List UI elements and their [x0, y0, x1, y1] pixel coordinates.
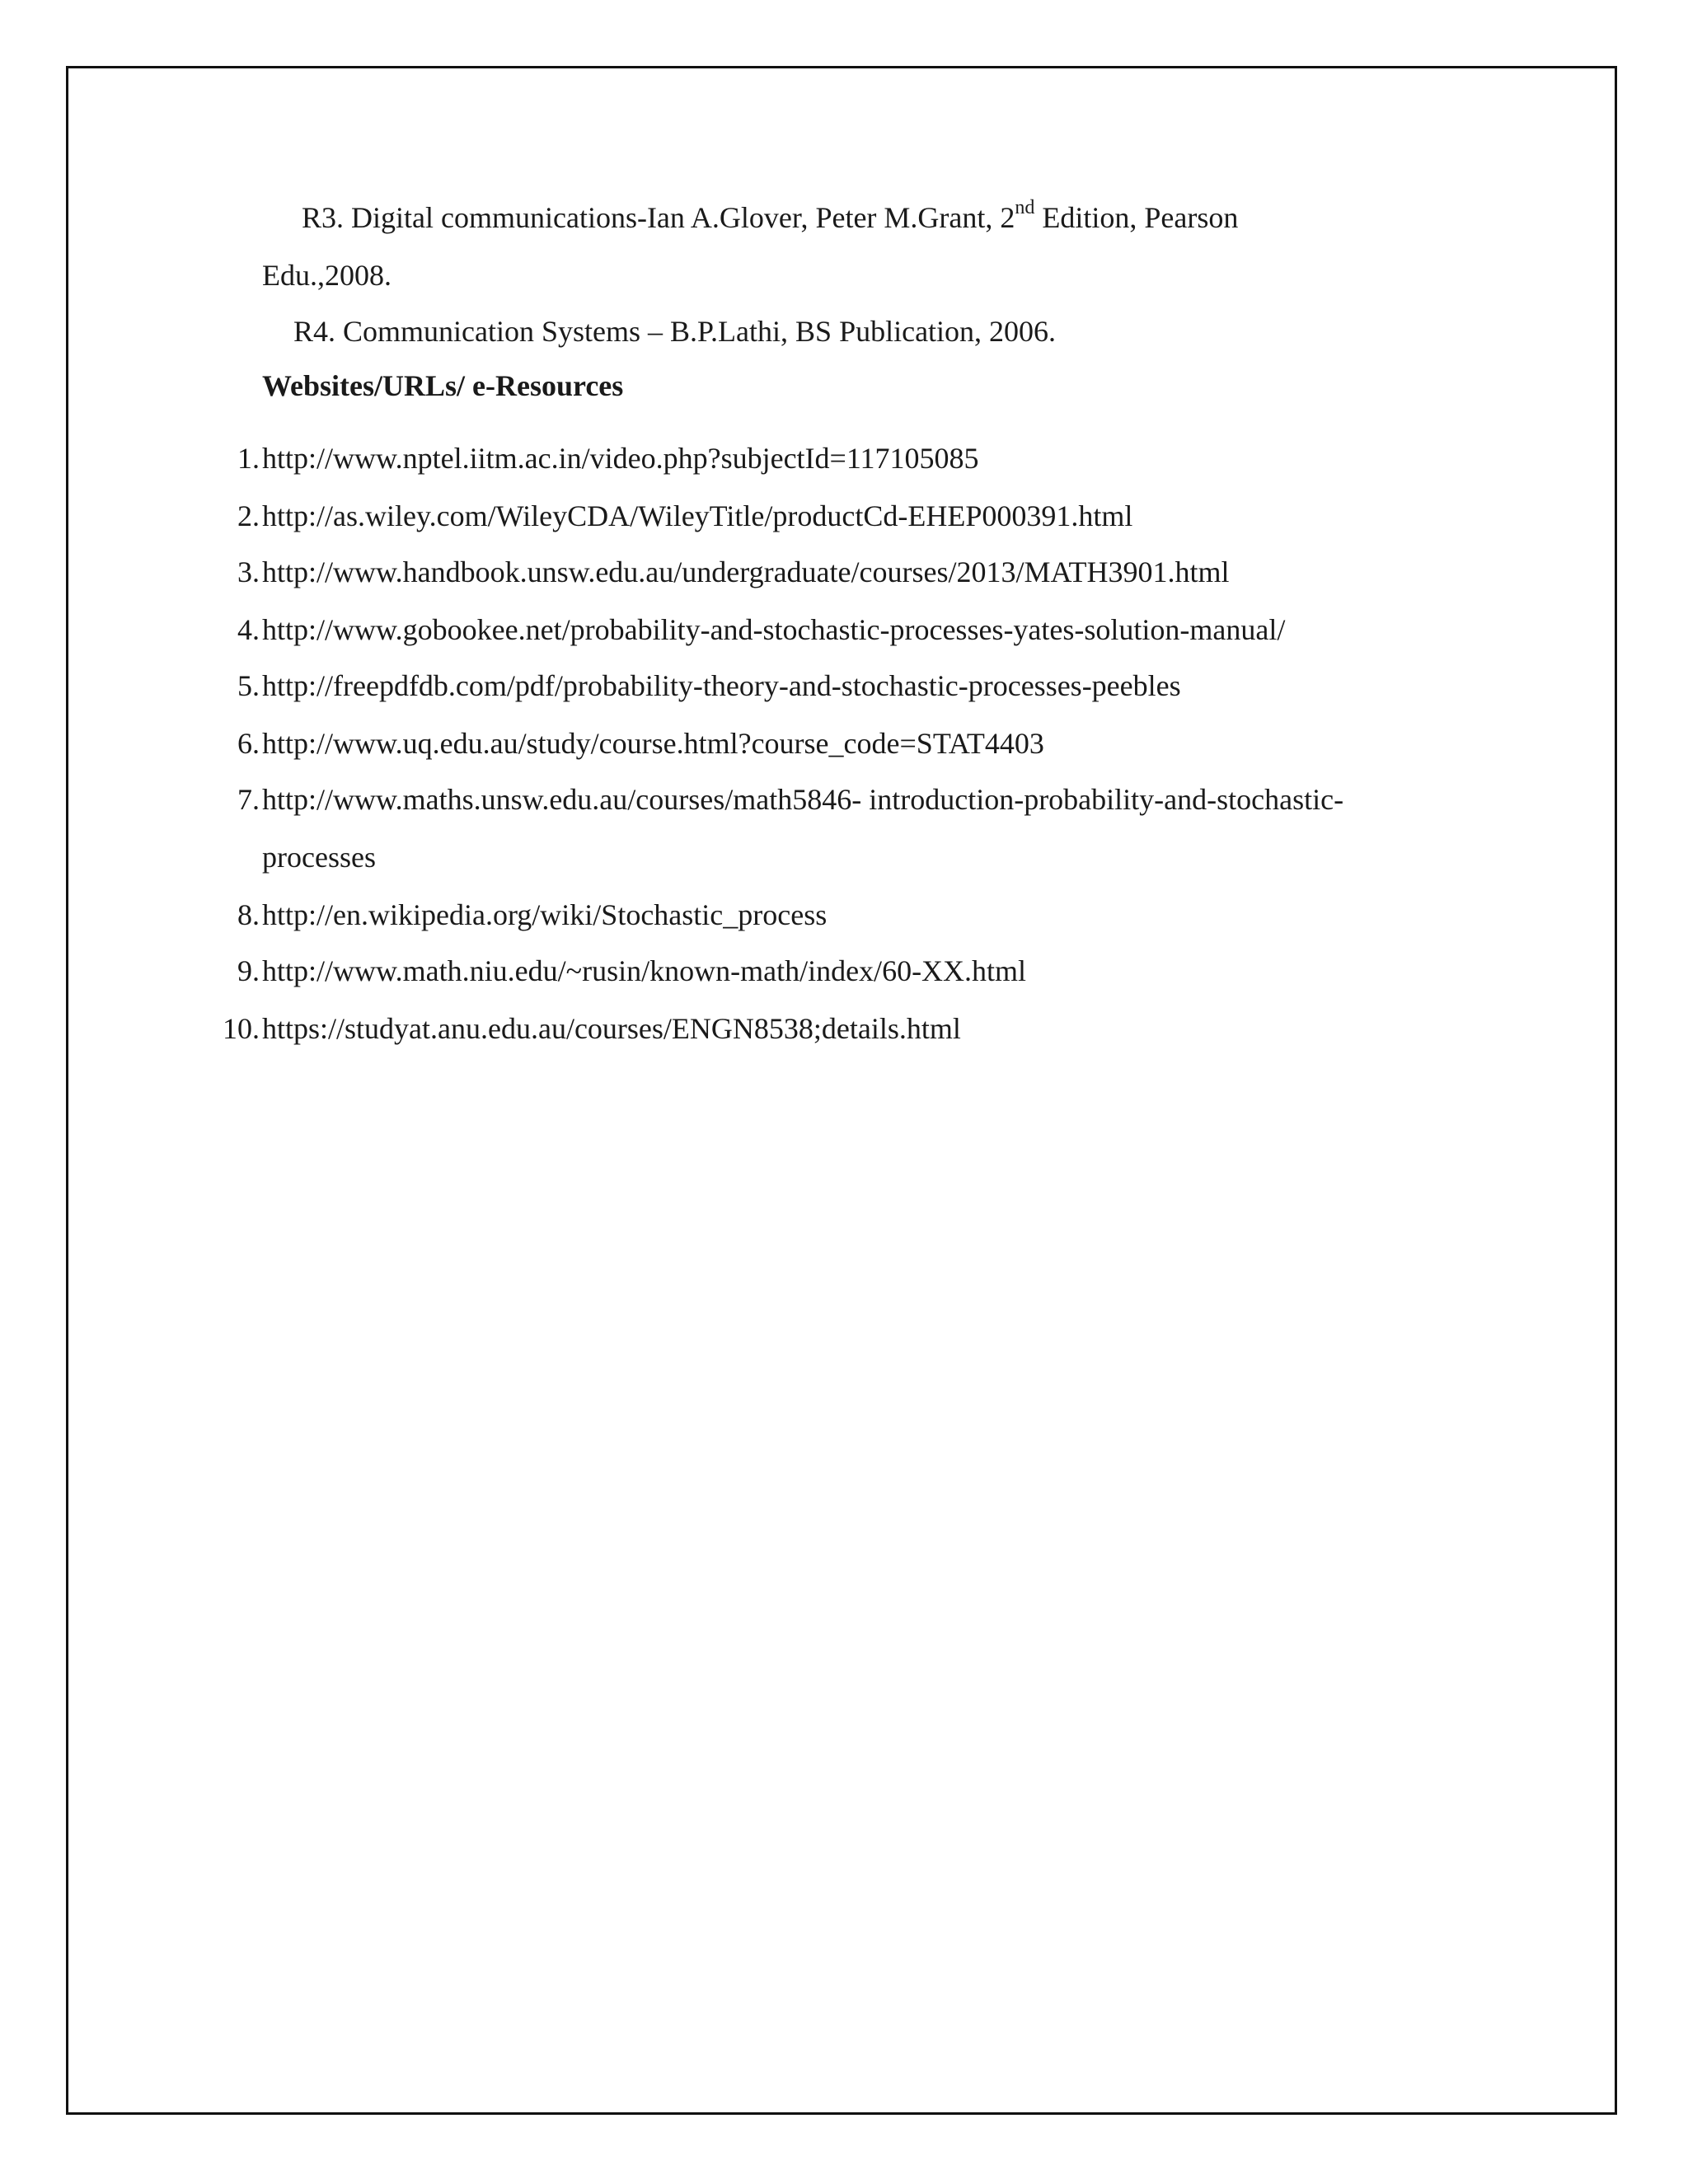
- url-link[interactable]: http://www.gobookee.net/probability-and-stochastic-processes-yates-solution-manual/: [262, 613, 1286, 646]
- url-link[interactable]: http://as.wiley.com/WileyCDA/WileyTitle/productCd-EHEP000391.html: [262, 499, 1133, 532]
- reference-r3-continuation: Edu.,2008.: [262, 259, 392, 292]
- url-link[interactable]: http://www.math.niu.edu/~rusin/known-math/index/60-XX.html: [262, 954, 1027, 987]
- url-link[interactable]: http://www.maths.unsw.edu.au/courses/math5846- introduction-probability-and-stochastic-: [262, 783, 1344, 816]
- url-link[interactable]: http://www.uq.edu.au/study/course.html?course_code=STAT4403: [262, 727, 1044, 760]
- url-number: 2.: [237, 499, 260, 532]
- url-number: 3.: [237, 555, 260, 588]
- url-number: 10.: [223, 1012, 260, 1045]
- reference-r3-text: R3. Digital communications-Ian A.Glover, Peter M.Grant, 2: [302, 201, 1015, 234]
- url-link[interactable]: https://studyat.anu.edu.au/courses/ENGN8538;details.html: [262, 1012, 961, 1045]
- url-number: 5.: [237, 669, 260, 702]
- reference-r3-superscript: nd: [1015, 197, 1035, 218]
- url-number: 7.: [237, 783, 260, 816]
- reference-r3: [302, 199, 1238, 236]
- url-link[interactable]: http://www.handbook.unsw.edu.au/undergraduate/courses/2013/MATH3901.html: [262, 555, 1230, 588]
- url-number: 8.: [237, 898, 260, 931]
- reference-r3-suffix: Edition, Pearson: [1034, 201, 1239, 234]
- url-link[interactable]: http://en.wikipedia.org/wiki/Stochastic_process: [262, 898, 828, 931]
- url-link[interactable]: http://freepdfdb.com/pdf/probability-theory-and-stochastic-processes-peebles: [262, 669, 1181, 702]
- url-number: 9.: [237, 954, 260, 987]
- url-number: 1.: [237, 442, 260, 475]
- url-number: 6.: [237, 727, 260, 760]
- section-heading: Websites/URLs/ e-Resources: [262, 369, 624, 402]
- url-link-continuation[interactable]: processes: [262, 841, 376, 874]
- url-number: 4.: [237, 613, 260, 646]
- reference-r4: R4. Communication Systems – B.P.Lathi, BS Publication, 2006.: [293, 315, 1057, 348]
- url-link[interactable]: http://www.nptel.iitm.ac.in/video.php?subjectId=117105085: [262, 442, 979, 475]
